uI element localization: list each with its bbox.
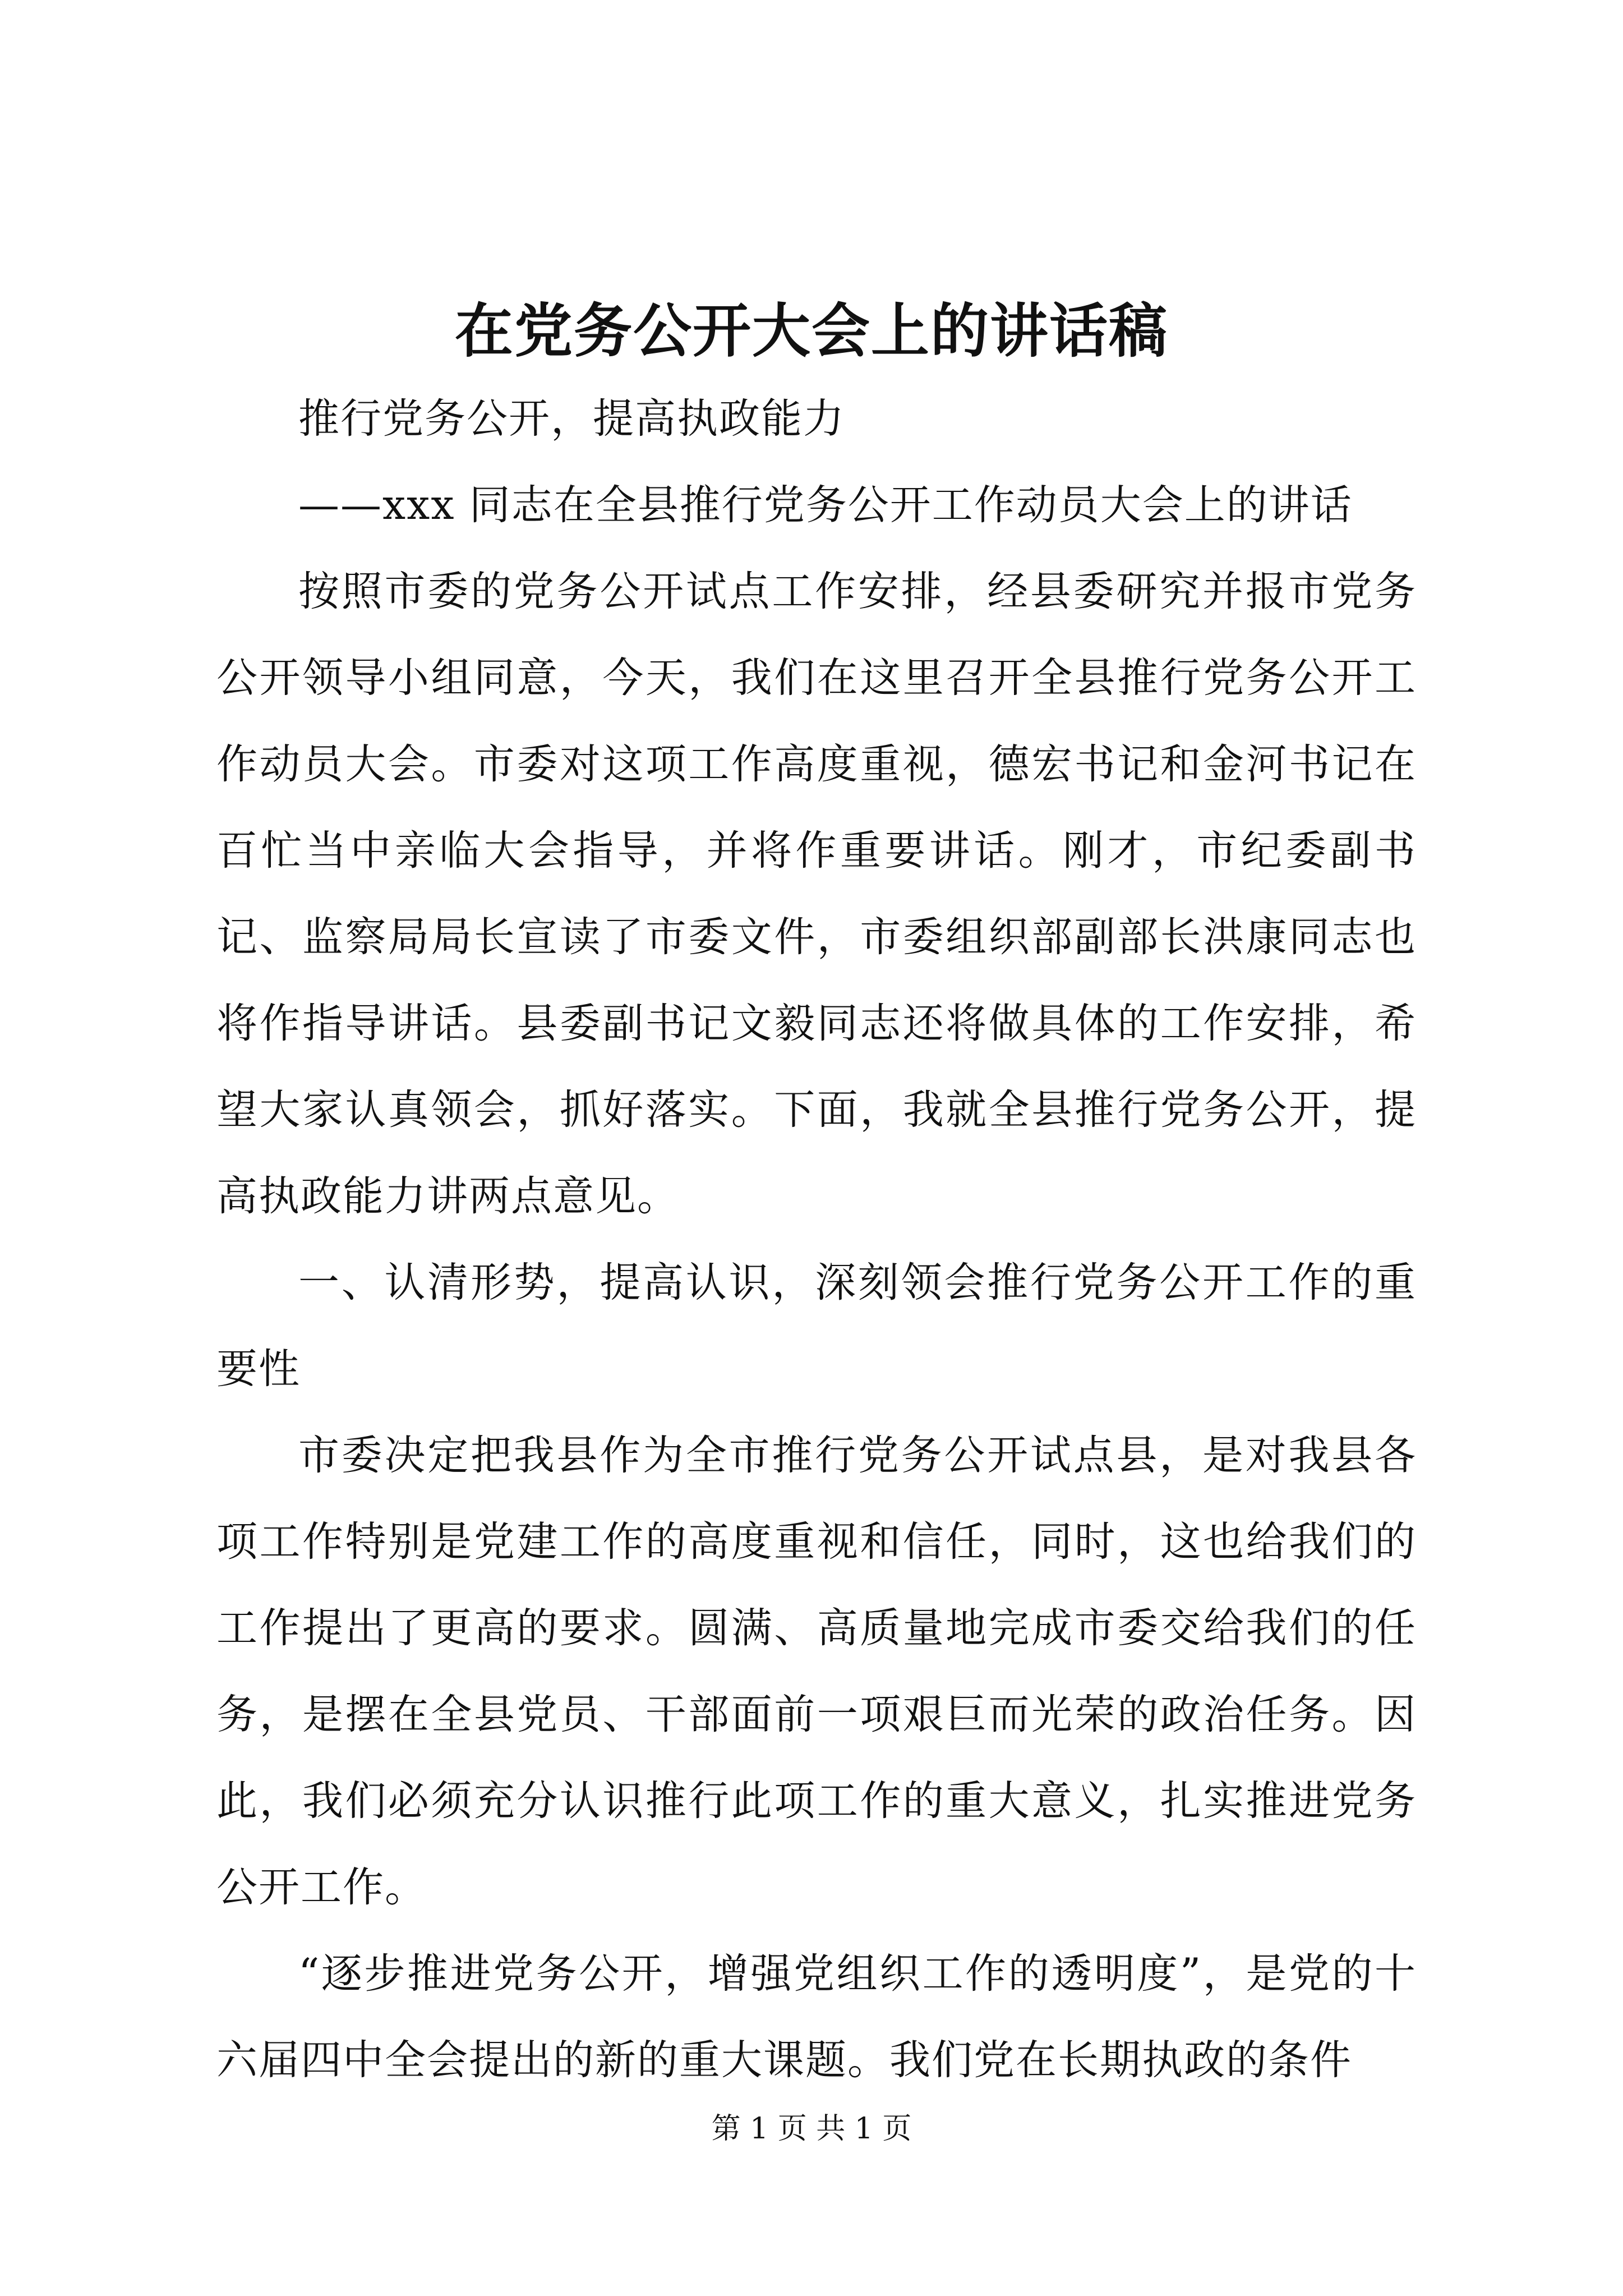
section-heading: 一、认清形势，提高认识，深刻领会推行党务公开工作的重要性: [216, 1259, 1417, 1393]
body-paragraph: 按照市委的党务公开试点工作安排，经县委研究并报市党务公开领导小组同意，今天，我们在这里召开全县推行党务公开工作动员大会。市委对这项工作高度重视，德宏书记和金河书记在百忙当中亲临大会指导，并将作重要讲话。刚才，市纪委副书记、监察局局长宣读了市委文件，市委组织部副部长洪康同志也将作指导讲话。县委副书记文毅同志还将做具体的工作安排，希望大家认真领会，抓好落实。下面，我就全县推行党务公开，提高执政能力讲两点意见。: [216, 568, 1417, 1220]
document-subtitle: 推行党务公开，提高执政能力: [298, 395, 845, 443]
document-byline: ——xxx 同志在全县推行党务公开工作动员大会上的讲话: [298, 481, 1353, 529]
document-title: 在党务公开大会上的讲话稿: [454, 296, 1168, 365]
page-footer: 第 1 页 共 1 页: [711, 2112, 912, 2146]
body-paragraph: 市委决定把我县作为全市推行党务公开试点县，是对我县各项工作特别是党建工作的高度重视和信任，同时，这也给我们的工作提出了更高的要求。圆满、高质量地完成市委交给我们的任务，是摆在全县党员、干部面前一项艰巨而光荣的政治任务。因此，我们必须充分认识推行此项工作的重大意义，扎实推进党务公开工作。: [216, 1432, 1417, 1911]
document-body: [216, 376, 1417, 2104]
body-paragraph: “逐步推进党务公开，增强党组织工作的透明度”，是党的十六届四中全会提出的新的重大课题。我们党在长期执政的条件: [216, 1950, 1417, 2084]
